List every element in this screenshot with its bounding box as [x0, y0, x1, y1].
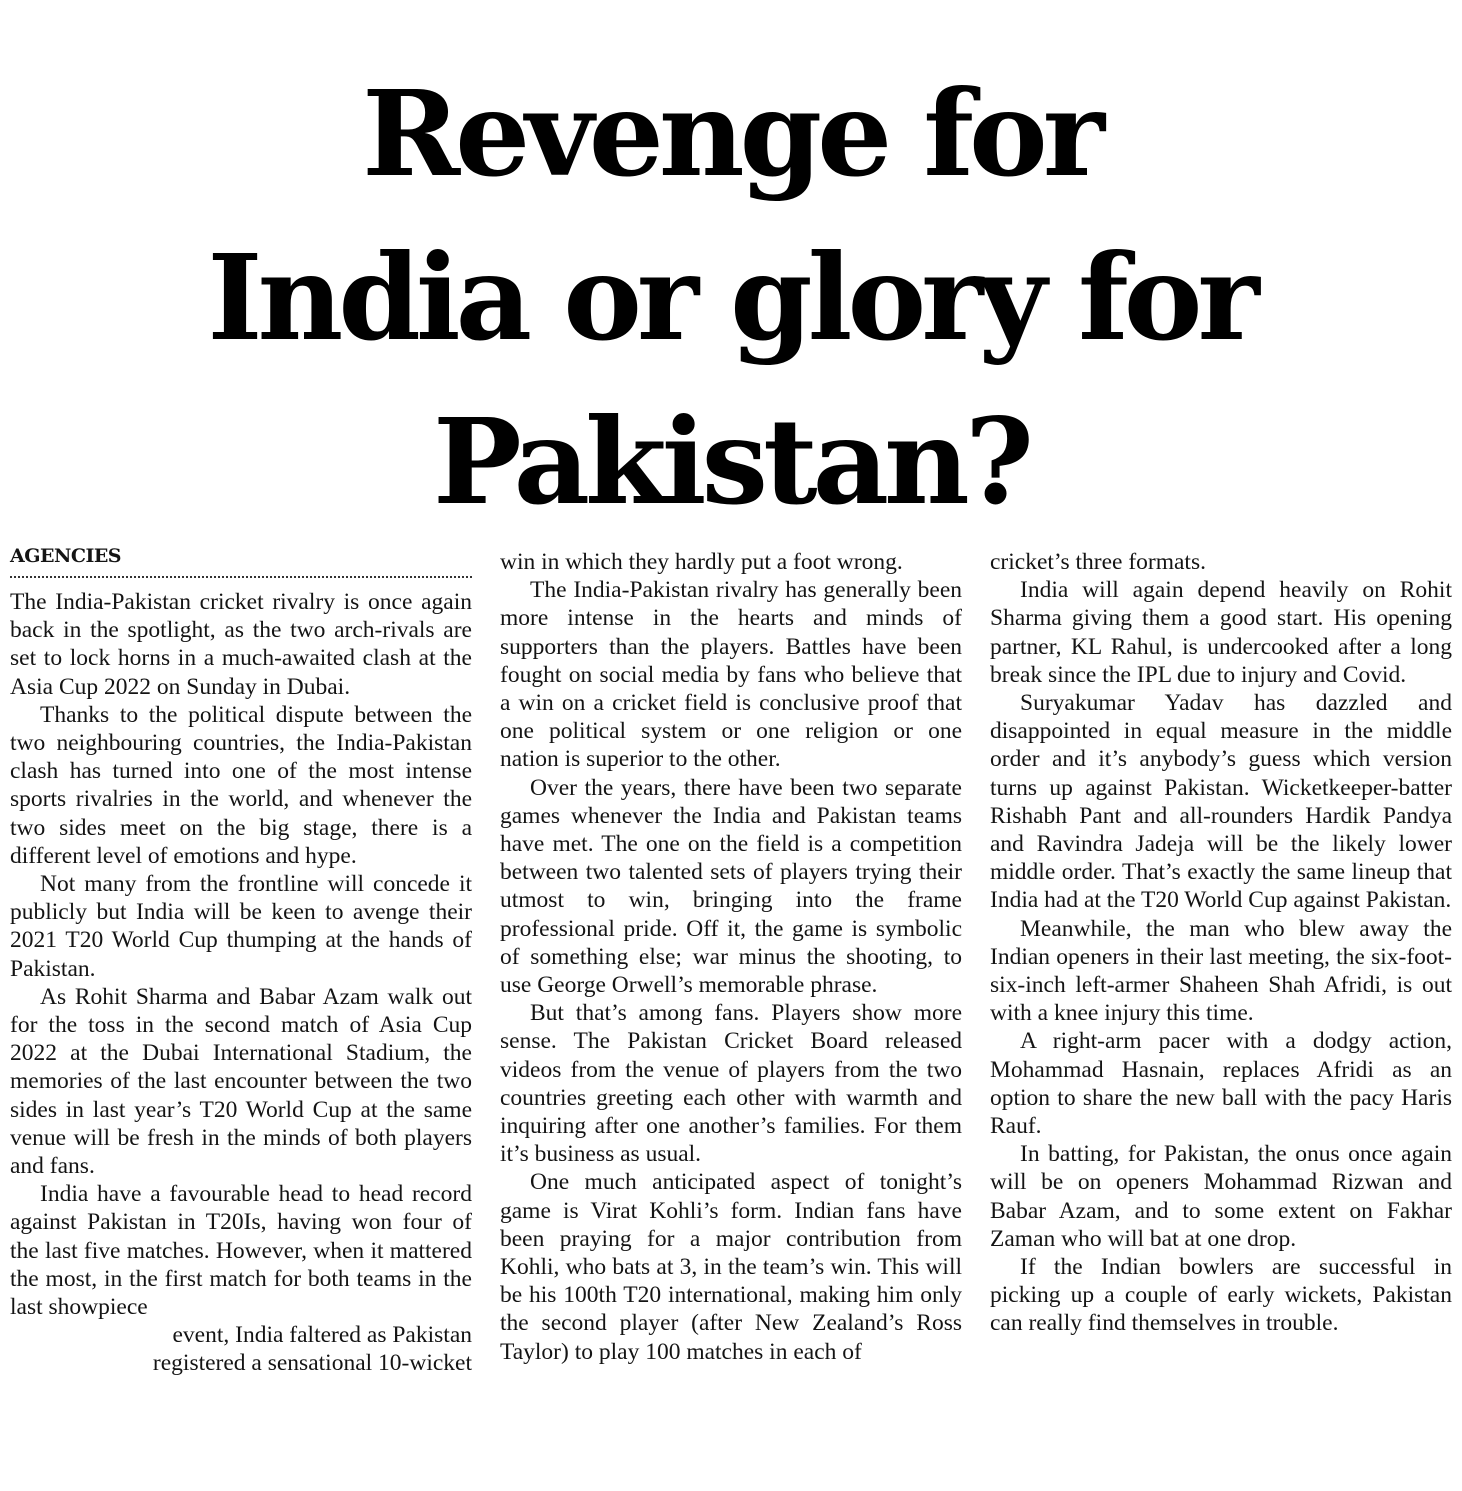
paragraph: Over the years, there have been two separate games whenever the India and Pakistan teams have met. The one on the field is a competition between two talented sets of players trying their utmost to win, bringing into the frame professional pride. Off it, the game is symbolic of something else; war minus the shooting, to use George Orwell’s memorable phrase.: [500, 774, 962, 999]
paragraph: India have a favourable head to head record against Pakistan in T20Is, having won four of the last five matches. However, when it mattered the most, in the first match for both teams in the last showpiece: [10, 1181, 472, 1321]
byline: AGENCIES: [10, 545, 122, 567]
headline-line-1: Revenge for: [362, 64, 1100, 203]
paragraph: But that’s among fans. Players show more sense. The Pakistan Cricket Board released videos from the venue of players from the two countries greeting each other with warmth and inquiring after one another’s families. For them it’s business as usual.: [500, 1000, 962, 1168]
byline-dotted-rule: [10, 576, 472, 578]
paragraph: If the Indian bowlers are successful in picking up a couple of early wickets, Pakistan can really find themselves in trouble.: [990, 1254, 1452, 1337]
paragraph-continuation: registered a sensational 10-wicket: [152, 1350, 472, 1377]
headline-line-3: Pakistan?: [433, 392, 1029, 531]
paragraph: In batting, for Pakistan, the onus once again will be on openers Mohammad Rizwan and Babar Azam, and to some extent on Fakhar Zaman who will bat at one drop.: [990, 1141, 1452, 1252]
paragraph: The India-Pakistan cricket rivalry is once again back in the spotlight, as the two arch-rivals are set to lock horns in a much-awaited clash at the Asia Cup 2022 on Sunday in Dubai.: [10, 589, 472, 700]
headline-line-2: India or glory for: [207, 228, 1255, 367]
paragraph: Not many from the frontline will concede it publicly but India will be keen to avenge their 2021 T20 World Cup thumping at the hands of Pakistan.: [10, 871, 472, 982]
paragraph-continuation: event, India faltered as Pakistan: [172, 1322, 472, 1349]
paragraph: India will again depend heavily on Rohit Sharma giving them a good start. His opening partner, KL Rahul, is undercooked after a long break since the IPL due to injury and Covid.: [990, 577, 1452, 688]
paragraph: The India-Pakistan rivalry has generally been more intense in the hearts and minds of supporters than the players. Battles have been fought on social media by fans who believe that a win on a cricket field is conclusive proof that one political system or one religion or one nation is superior to the other.: [500, 577, 962, 773]
paragraph: One much anticipated aspect of tonight’s game is Virat Kohli’s form. Indian fans have been praying for a major contribution from Kohli, who bats at 3, in the team’s win. This will be his 100th T20 international, making him only the second player (after New Zealand’s Ross Taylor) to play 100 matches in each of: [500, 1169, 962, 1365]
paragraph: A right-arm pacer with a dodgy action, Mohammad Hasnain, replaces Afridi as an option to share the new ball with the pacy Haris Rauf.: [990, 1028, 1452, 1140]
article-column-3: [990, 548, 1452, 1338]
headline: [0, 52, 1462, 544]
paragraph-continuation: win in which they hardly put a foot wrong.: [500, 549, 903, 575]
article-column-2: [500, 548, 962, 1366]
paragraph-continuation: cricket’s three formats.: [990, 549, 1206, 575]
paragraph: Thanks to the political dispute between the two neighbouring countries, the India-Pakistan clash has turned into one of the most intense sports rivalries in the world, and whenever the two sides meet on the big stage, there is a different level of emotions and hype.: [10, 701, 472, 869]
paragraph: As Rohit Sharma and Babar Azam walk out for the toss in the second match of Asia Cup 2022 at the Dubai International Stadium, the memories of the last encounter between the two sides in last year’s T20 World Cup at the same venue will be fresh in the minds of both players and fans.: [10, 983, 472, 1180]
paragraph: Suryakumar Yadav has dazzled and disappointed in equal measure in the middle order and it’s anybody’s guess which version turns up against Pakistan. Wicketkeeper-batter Rishabh Pant and all-rounders Hardik Pandya and Ravindra Jadeja will be the likely lower middle order. That’s exactly the same lineup that India had at the T20 World Cup against Pakistan.: [990, 690, 1452, 914]
article-column-1: [10, 542, 472, 1378]
paragraph: Meanwhile, the man who blew away the Indian openers in their last meeting, the six-foot-six-inch left-armer Shaheen Shah Afridi, is out with a knee injury this time.: [990, 915, 1452, 1027]
